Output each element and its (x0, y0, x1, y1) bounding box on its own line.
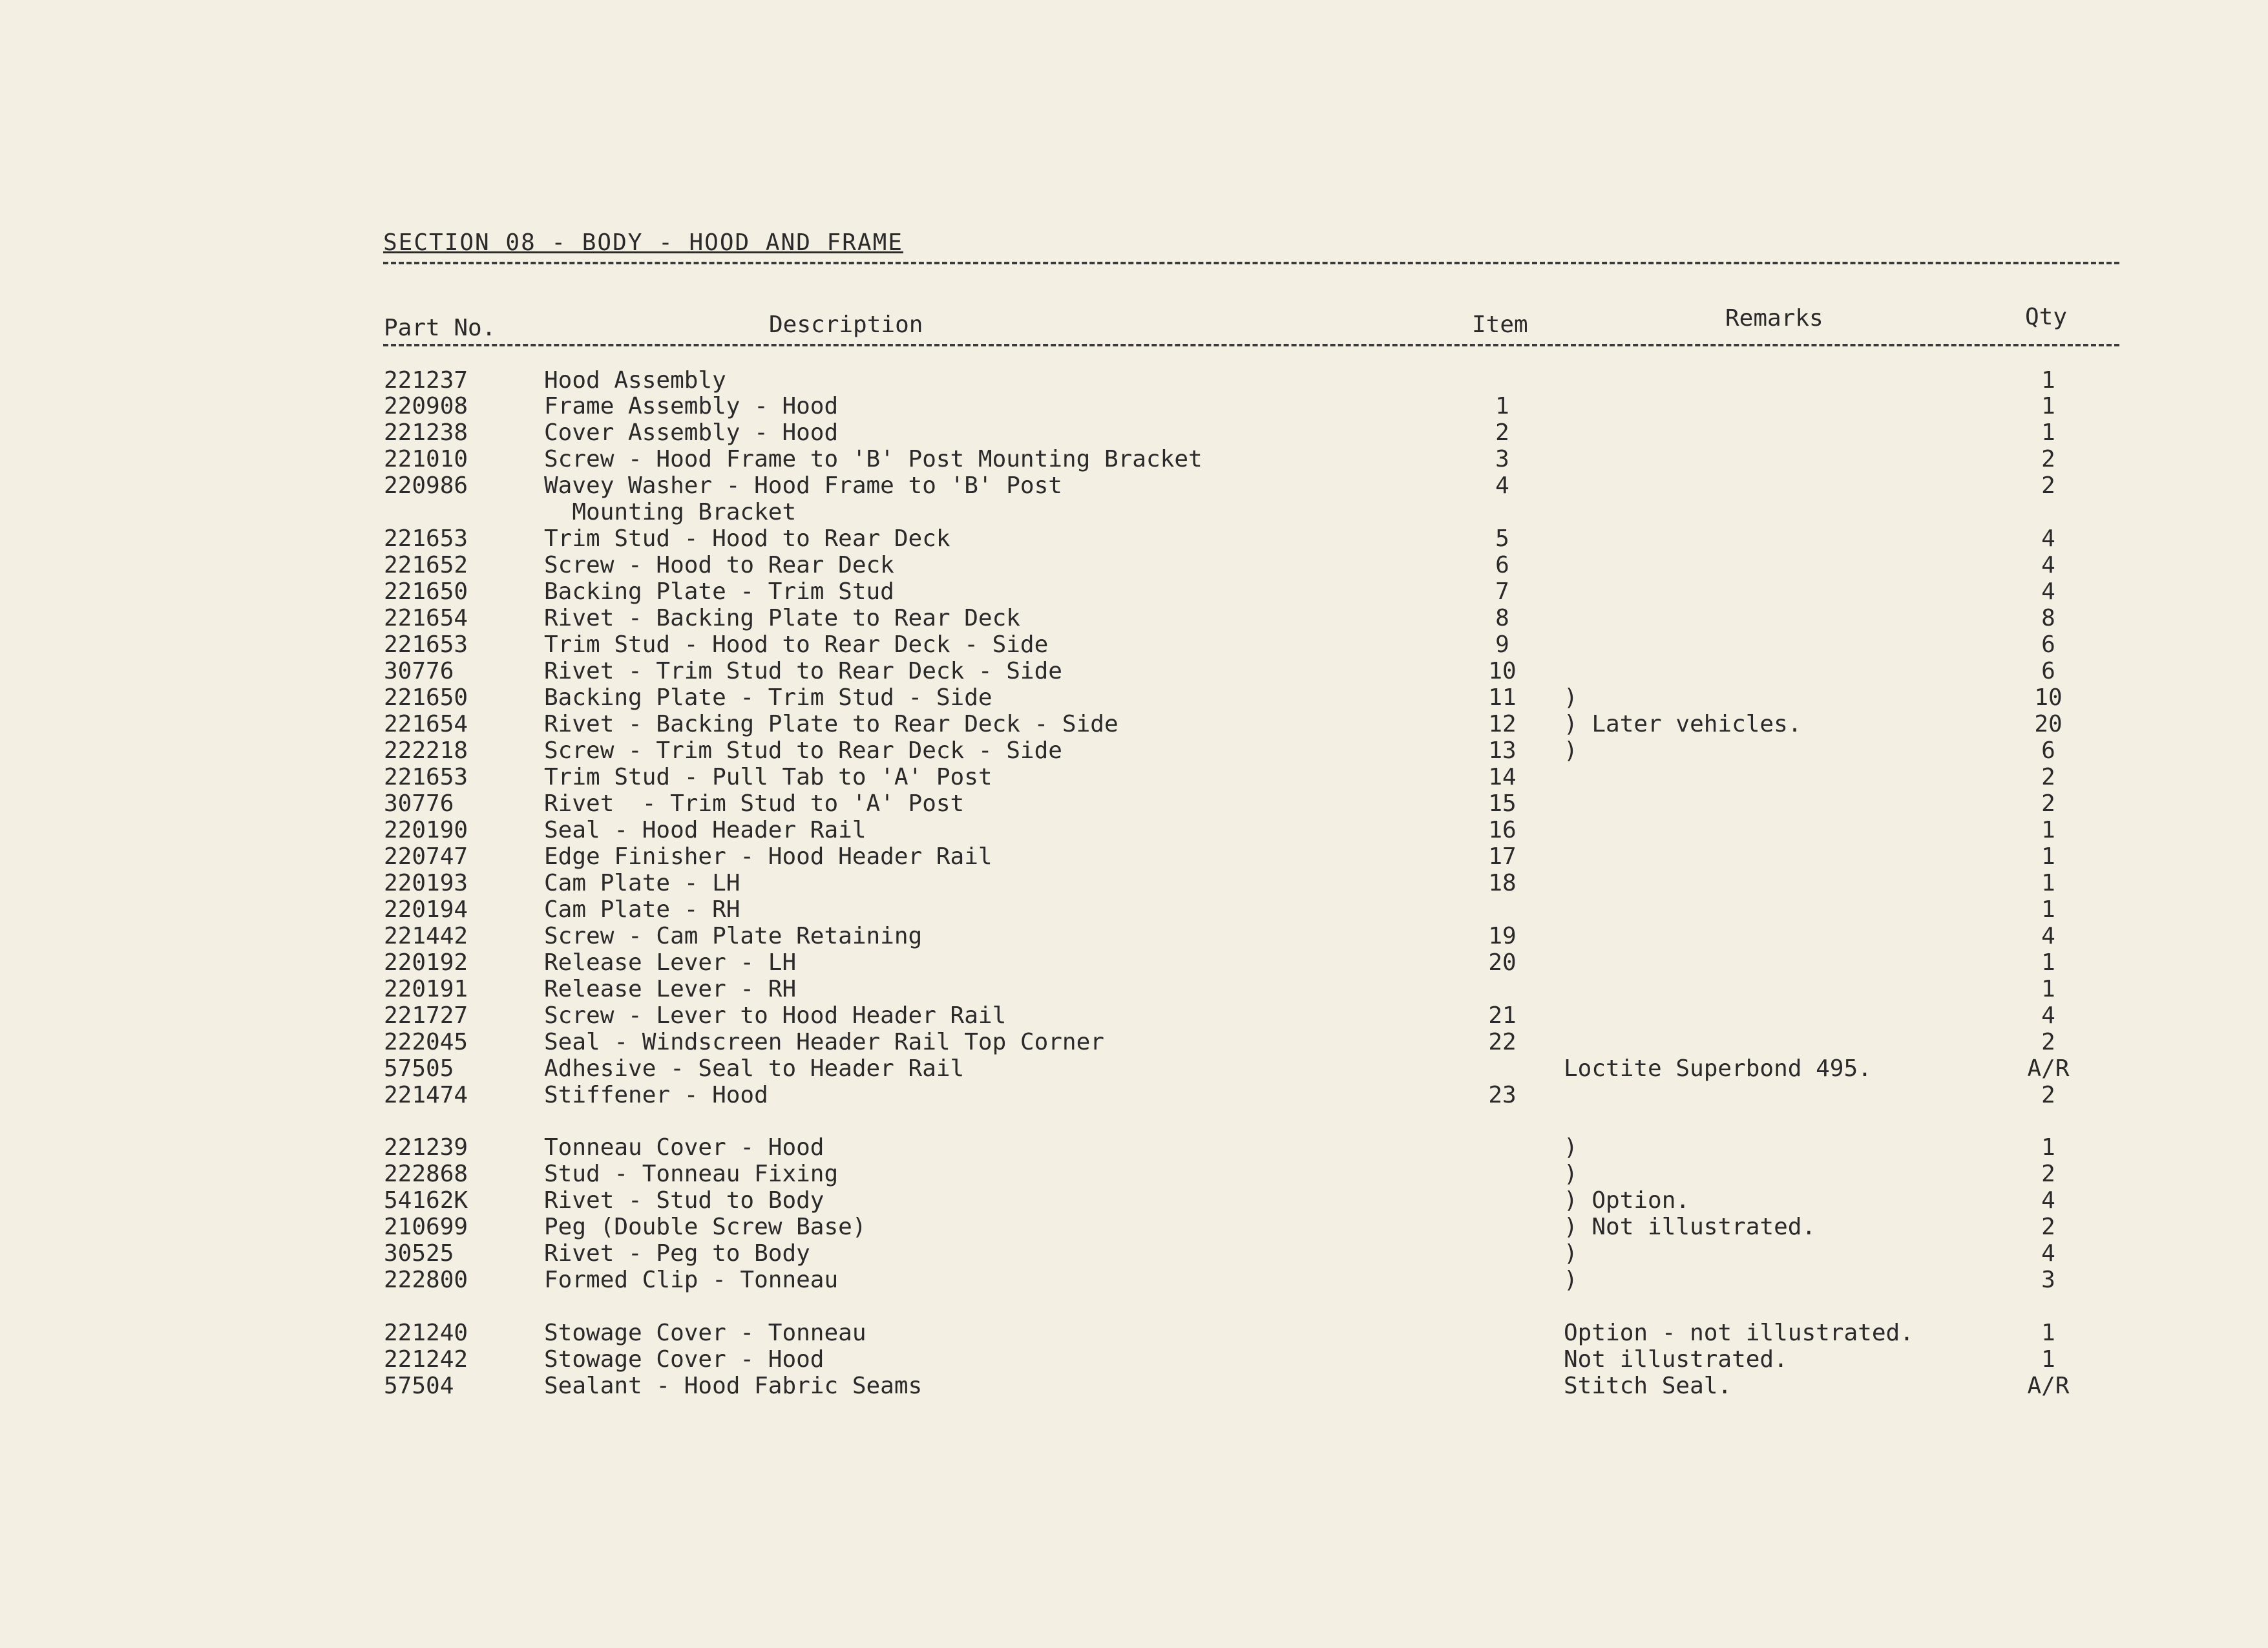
quantity: 3 (2041, 1267, 2055, 1293)
part-description: Cover Assembly - Hood (544, 419, 839, 446)
quantity: 4 (2041, 923, 2055, 949)
part-number: 220908 (384, 393, 468, 419)
table-row (0, 1320, 2268, 1346)
table-row (0, 578, 2268, 605)
table-row (0, 1082, 2268, 1108)
quantity: A/R (2027, 1373, 2070, 1399)
header-item: Item (1472, 312, 1528, 338)
quantity: 1 (2041, 367, 2055, 394)
item-number: 19 (1488, 923, 1517, 949)
remarks: Loctite Superbond 495. (1564, 1055, 1872, 1082)
part-number: 222868 (384, 1161, 468, 1187)
table-row (0, 949, 2268, 976)
item-number: 23 (1488, 1082, 1517, 1108)
part-number: 30776 (384, 658, 454, 684)
part-description: Screw - Trim Stud to Rear Deck - Side (544, 737, 1062, 764)
part-number: 220191 (384, 976, 468, 1002)
quantity: 1 (2041, 949, 2055, 976)
part-description: Stiffener - Hood (544, 1082, 768, 1108)
part-description: Cam Plate - LH (544, 870, 740, 896)
quantity: 2 (2041, 790, 2055, 817)
quantity: 2 (2041, 1082, 2055, 1108)
part-description: Rivet - Backing Plate to Rear Deck - Side (544, 711, 1118, 737)
table-row (0, 1161, 2268, 1187)
remarks: Stitch Seal. (1564, 1373, 1732, 1399)
part-description: Screw - Hood Frame to 'B' Post Mounting Bracket (544, 446, 1202, 472)
item-number: 21 (1488, 1002, 1517, 1029)
table-row (0, 446, 2268, 472)
table-row (0, 711, 2268, 737)
part-description: Screw - Hood to Rear Deck (544, 552, 894, 578)
table-row (0, 896, 2268, 923)
header-part-no: Part No. (384, 315, 496, 341)
part-number: 220747 (384, 843, 468, 870)
part-number: 220986 (384, 472, 468, 499)
quantity: 1 (2041, 419, 2055, 446)
quantity: 1 (2041, 870, 2055, 896)
quantity: 1 (2041, 1134, 2055, 1161)
remarks: Not illustrated. (1564, 1346, 1788, 1373)
part-number: 221650 (384, 578, 468, 605)
item-number: 17 (1488, 843, 1517, 870)
item-number: 7 (1495, 578, 1509, 605)
table-row (0, 1029, 2268, 1055)
part-description: Adhesive - Seal to Header Rail (544, 1055, 965, 1082)
part-description: Rivet - Trim Stud to 'A' Post (544, 790, 965, 817)
part-description: Peg (Double Screw Base) (544, 1214, 866, 1240)
part-number: 222800 (384, 1267, 468, 1293)
table-row (0, 1346, 2268, 1373)
part-number: 221653 (384, 764, 468, 790)
part-number: 222218 (384, 737, 468, 764)
item-number: 5 (1495, 525, 1509, 552)
part-description: Edge Finisher - Hood Header Rail (544, 843, 992, 870)
table-row (0, 393, 2268, 419)
item-number: 15 (1488, 790, 1517, 817)
quantity: 20 (2034, 711, 2063, 737)
part-number: 210699 (384, 1214, 468, 1240)
table-row (0, 1373, 2268, 1399)
remarks: ) (1564, 1267, 1578, 1293)
quantity: 4 (2041, 1187, 2055, 1214)
remarks: ) (1564, 684, 1578, 711)
part-description: Rivet - Trim Stud to Rear Deck - Side (544, 658, 1062, 684)
part-number: 221653 (384, 525, 468, 552)
part-description: Release Lever - RH (544, 976, 797, 1002)
item-number: 18 (1488, 870, 1517, 896)
remarks: ) (1564, 1161, 1578, 1187)
table-row (0, 1134, 2268, 1161)
item-number: 11 (1488, 684, 1517, 711)
section-title: SECTION 08 - BODY - HOOD AND FRAME (383, 229, 903, 256)
part-number: 221237 (384, 367, 468, 394)
header-description: Description (769, 312, 923, 338)
part-number: 221010 (384, 446, 468, 472)
part-description: Rivet - Stud to Body (544, 1187, 824, 1214)
part-description: Formed Clip - Tonneau (544, 1267, 839, 1293)
quantity: 1 (2041, 1346, 2055, 1373)
quantity: 6 (2041, 737, 2055, 764)
table-row (0, 790, 2268, 817)
table-row (0, 605, 2268, 631)
table-row (0, 764, 2268, 790)
table-row (0, 870, 2268, 896)
quantity: 2 (2041, 1214, 2055, 1240)
header-remarks: Remarks (1725, 305, 1823, 332)
table-row (0, 631, 2268, 658)
part-description: Cam Plate - RH (544, 896, 740, 923)
part-description: Trim Stud - Hood to Rear Deck - Side (544, 631, 1049, 658)
part-number: 221652 (384, 552, 468, 578)
quantity: A/R (2027, 1055, 2070, 1082)
quantity: 8 (2041, 605, 2055, 631)
quantity: 2 (2041, 446, 2055, 472)
part-number: 57505 (384, 1055, 454, 1082)
remarks: ) (1564, 1240, 1578, 1267)
table-row (0, 1187, 2268, 1214)
item-number: 9 (1495, 631, 1509, 658)
header-divider (383, 344, 2119, 346)
quantity: 10 (2034, 684, 2063, 711)
quantity: 2 (2041, 764, 2055, 790)
part-number: 221654 (384, 605, 468, 631)
part-number: 222045 (384, 1029, 468, 1055)
part-description: Tonneau Cover - Hood (544, 1134, 824, 1161)
table-row (0, 1267, 2268, 1293)
quantity: 4 (2041, 578, 2055, 605)
part-description: Hood Assembly (544, 367, 726, 394)
part-number: 221653 (384, 631, 468, 658)
quantity: 1 (2041, 843, 2055, 870)
part-description: Screw - Cam Plate Retaining (544, 923, 923, 949)
table-row (0, 658, 2268, 684)
item-number: 8 (1495, 605, 1509, 631)
part-number: 221442 (384, 923, 468, 949)
item-number: 12 (1488, 711, 1517, 737)
item-number: 14 (1488, 764, 1517, 790)
table-row (0, 367, 2268, 394)
table-row (0, 1240, 2268, 1267)
remarks: ) Option. (1564, 1187, 1690, 1214)
table-row (0, 472, 2268, 499)
part-description: Backing Plate - Trim Stud - Side (544, 684, 992, 711)
table-row (0, 1214, 2268, 1240)
quantity: 1 (2041, 817, 2055, 843)
item-number: 3 (1495, 446, 1509, 472)
header-qty: Qty (2025, 304, 2068, 330)
table-row (0, 923, 2268, 949)
part-description: Stud - Tonneau Fixing (544, 1161, 839, 1187)
part-description: Stowage Cover - Hood (544, 1346, 824, 1373)
table-row (0, 817, 2268, 843)
part-number: 220194 (384, 896, 468, 923)
table-row (0, 976, 2268, 1002)
item-number: 4 (1495, 472, 1509, 499)
part-number: 30776 (384, 790, 454, 817)
item-number: 6 (1495, 552, 1509, 578)
quantity: 6 (2041, 658, 2055, 684)
quantity: 1 (2041, 976, 2055, 1002)
table-row (0, 525, 2268, 552)
part-number: 221238 (384, 419, 468, 446)
item-number: 1 (1495, 393, 1509, 419)
part-number: 221650 (384, 684, 468, 711)
part-number: 221239 (384, 1134, 468, 1161)
quantity: 2 (2041, 1029, 2055, 1055)
quantity: 4 (2041, 552, 2055, 578)
part-description: Frame Assembly - Hood (544, 393, 839, 419)
part-number: 221242 (384, 1346, 468, 1373)
part-description: Stowage Cover - Tonneau (544, 1320, 866, 1346)
part-number: 221474 (384, 1082, 468, 1108)
table-row (0, 684, 2268, 711)
item-number: 16 (1488, 817, 1517, 843)
part-number: 220190 (384, 817, 468, 843)
quantity: 4 (2041, 525, 2055, 552)
remarks: ) (1564, 737, 1578, 764)
remarks: Option - not illustrated. (1564, 1320, 1914, 1346)
part-description: Wavey Washer - Hood Frame to 'B' Post (544, 472, 1062, 499)
quantity: 1 (2041, 1320, 2055, 1346)
part-description: Screw - Lever to Hood Header Rail (544, 1002, 1007, 1029)
quantity: 1 (2041, 393, 2055, 419)
item-number: 2 (1495, 419, 1509, 446)
part-number: 220193 (384, 870, 468, 896)
part-number: 220192 (384, 949, 468, 976)
part-description: Sealant - Hood Fabric Seams (544, 1373, 923, 1399)
title-divider (383, 262, 2119, 264)
part-description: Release Lever - LH (544, 949, 797, 976)
part-description: Backing Plate - Trim Stud (544, 578, 894, 605)
part-number: 221240 (384, 1320, 468, 1346)
part-number: 30525 (384, 1240, 454, 1267)
quantity: 2 (2041, 1161, 2055, 1187)
part-description: Rivet - Backing Plate to Rear Deck (544, 605, 1020, 631)
remarks: ) Later vehicles. (1564, 711, 1802, 737)
part-description: Seal - Windscreen Header Rail Top Corner (544, 1029, 1104, 1055)
part-description: Trim Stud - Pull Tab to 'A' Post (544, 764, 992, 790)
table-row (0, 419, 2268, 446)
part-description: Mounting Bracket (544, 499, 797, 525)
part-number: 57504 (384, 1373, 454, 1399)
item-number: 13 (1488, 737, 1517, 764)
table-row (0, 1055, 2268, 1082)
part-description: Seal - Hood Header Rail (544, 817, 866, 843)
part-description: Trim Stud - Hood to Rear Deck (544, 525, 950, 552)
item-number: 22 (1488, 1029, 1517, 1055)
table-row (0, 843, 2268, 870)
table-row (0, 499, 2268, 525)
quantity: 6 (2041, 631, 2055, 658)
item-number: 10 (1488, 658, 1517, 684)
table-row (0, 1002, 2268, 1029)
table-row (0, 552, 2268, 578)
quantity: 2 (2041, 472, 2055, 499)
item-number: 20 (1488, 949, 1517, 976)
quantity: 4 (2041, 1002, 2055, 1029)
remarks: ) (1564, 1134, 1578, 1161)
part-number: 54162K (384, 1187, 468, 1214)
part-number: 221727 (384, 1002, 468, 1029)
part-number: 221654 (384, 711, 468, 737)
quantity: 1 (2041, 896, 2055, 923)
table-row (0, 737, 2268, 764)
quantity: 4 (2041, 1240, 2055, 1267)
remarks: ) Not illustrated. (1564, 1214, 1816, 1240)
part-description: Rivet - Peg to Body (544, 1240, 810, 1267)
